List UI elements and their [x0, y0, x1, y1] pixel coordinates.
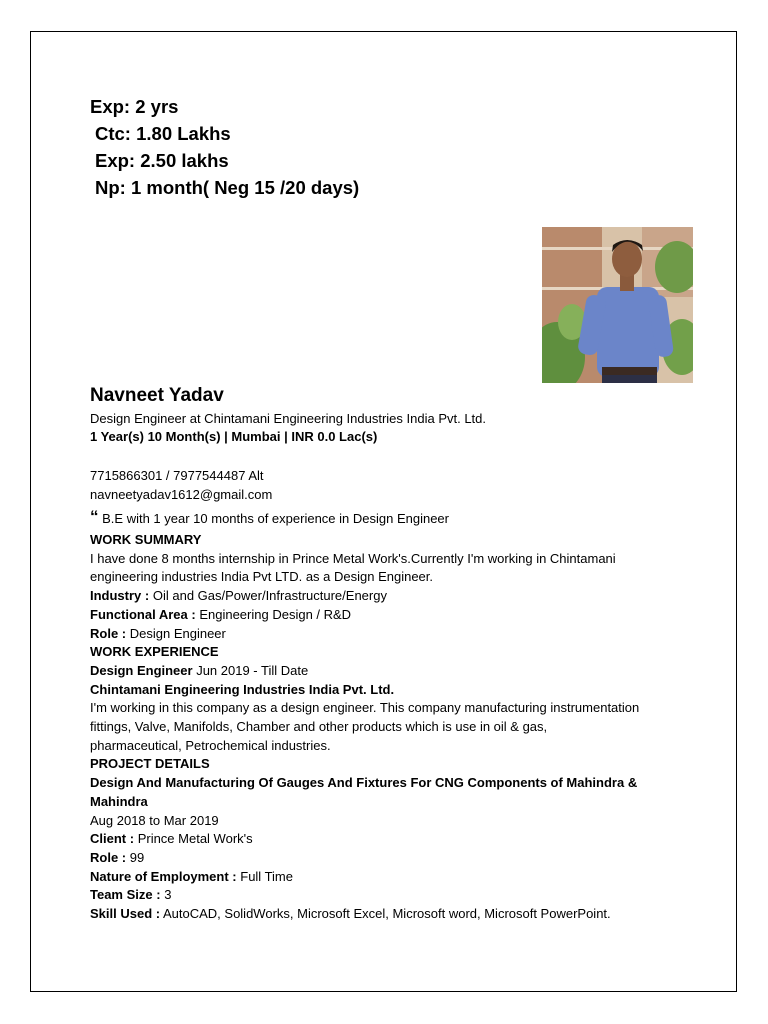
- job-description-line: pharmaceutical, Petrochemical industries.: [90, 737, 331, 753]
- notice-period: Np: 1 month( Neg 15 /20 days): [95, 177, 360, 198]
- expected-ctc: Exp: 2.50 lakhs: [95, 150, 229, 171]
- headline: Design Engineer at Chintamani Engineering Industries India Pvt. Ltd.: [90, 411, 487, 426]
- industry-value: Oil and Gas/Power/Infrastructure/Energy: [152, 588, 387, 604]
- quote-icon: “: [90, 507, 99, 526]
- person-photo: [542, 227, 693, 383]
- client-label: Client :: [90, 831, 135, 847]
- team-size-value: 3: [164, 887, 172, 903]
- industry-label: Industry :: [90, 588, 150, 604]
- tagline: B.E with 1 year 10 months of experience in Design Engineer: [102, 511, 449, 526]
- job-period: Jun 2019 - Till Date: [196, 662, 309, 678]
- client-row: [90, 830, 690, 849]
- client-value: Prince Metal Work's: [137, 831, 253, 847]
- role-row: [90, 625, 690, 644]
- work-summary-line: engineering industries India Pvt LTD. as a Design Engineer.: [90, 569, 434, 585]
- role-value: Design Engineer: [129, 625, 226, 641]
- role-label: Role :: [90, 625, 127, 641]
- functional-area-label: Functional Area :: [90, 606, 196, 622]
- project-title-line: Design And Manufacturing Of Gauges And Fixtures For CNG Components of Mahindra &: [90, 775, 638, 791]
- functional-area-row: [90, 606, 690, 625]
- employment-label: Nature of Employment :: [90, 868, 237, 884]
- job-title: Design Engineer: [90, 662, 193, 678]
- team-size-row: [90, 886, 690, 905]
- candidate-name: Navneet Yadav: [90, 385, 224, 406]
- skills-label: Skill Used :: [90, 906, 161, 922]
- current-ctc: Ctc: 1.80 Lakhs: [95, 123, 231, 144]
- skills-row: [90, 905, 690, 924]
- job-description-line: fittings, Valve, Manifolds, Chamber and other products which is use in oil & gas,: [90, 719, 548, 735]
- work-summary-line: I have done 8 months internship in Prince Metal Work's.Currently I'm working in Chintamani: [90, 550, 616, 566]
- project-role-value: 99: [129, 849, 145, 865]
- skills-value: AutoCAD, SolidWorks, Microsoft Excel, Microsoft word, Microsoft PowerPoint.: [162, 906, 611, 922]
- project-details-heading: PROJECT DETAILS: [90, 756, 210, 772]
- phone-numbers: 7715866301 / 7977544487 Alt: [90, 468, 264, 483]
- profile-meta: 1 Year(s) 10 Month(s) | Mumbai | INR 0.0 Lac(s): [90, 429, 378, 444]
- job-description-line: I'm working in this company as a design engineer. This company manufacturing instrumentation: [90, 700, 640, 716]
- project-period: Aug 2018 to Mar 2019: [90, 812, 219, 828]
- employment-row: [90, 868, 690, 887]
- tagline-row: [90, 508, 449, 529]
- functional-area-value: Engineering Design / R&D: [199, 606, 352, 622]
- experience-years: Exp: 2 yrs: [90, 96, 179, 117]
- work-summary-heading: WORK SUMMARY: [90, 532, 202, 547]
- email-address[interactable]: navneetyadav1612@gmail.com: [90, 487, 273, 502]
- person-photo-icon: [542, 227, 693, 383]
- work-experience-heading: WORK EXPERIENCE: [90, 644, 219, 660]
- resume-body: [90, 531, 690, 924]
- project-role-row: [90, 849, 690, 868]
- employment-value: Full Time: [240, 868, 293, 884]
- project-role-label: Role :: [90, 849, 127, 865]
- job-title-row: [90, 662, 690, 681]
- project-title-line: Mahindra: [90, 793, 148, 809]
- industry-row: [90, 587, 690, 606]
- company-name: Chintamani Engineering Industries India Pvt. Ltd.: [90, 681, 395, 697]
- team-size-label: Team Size :: [90, 887, 161, 903]
